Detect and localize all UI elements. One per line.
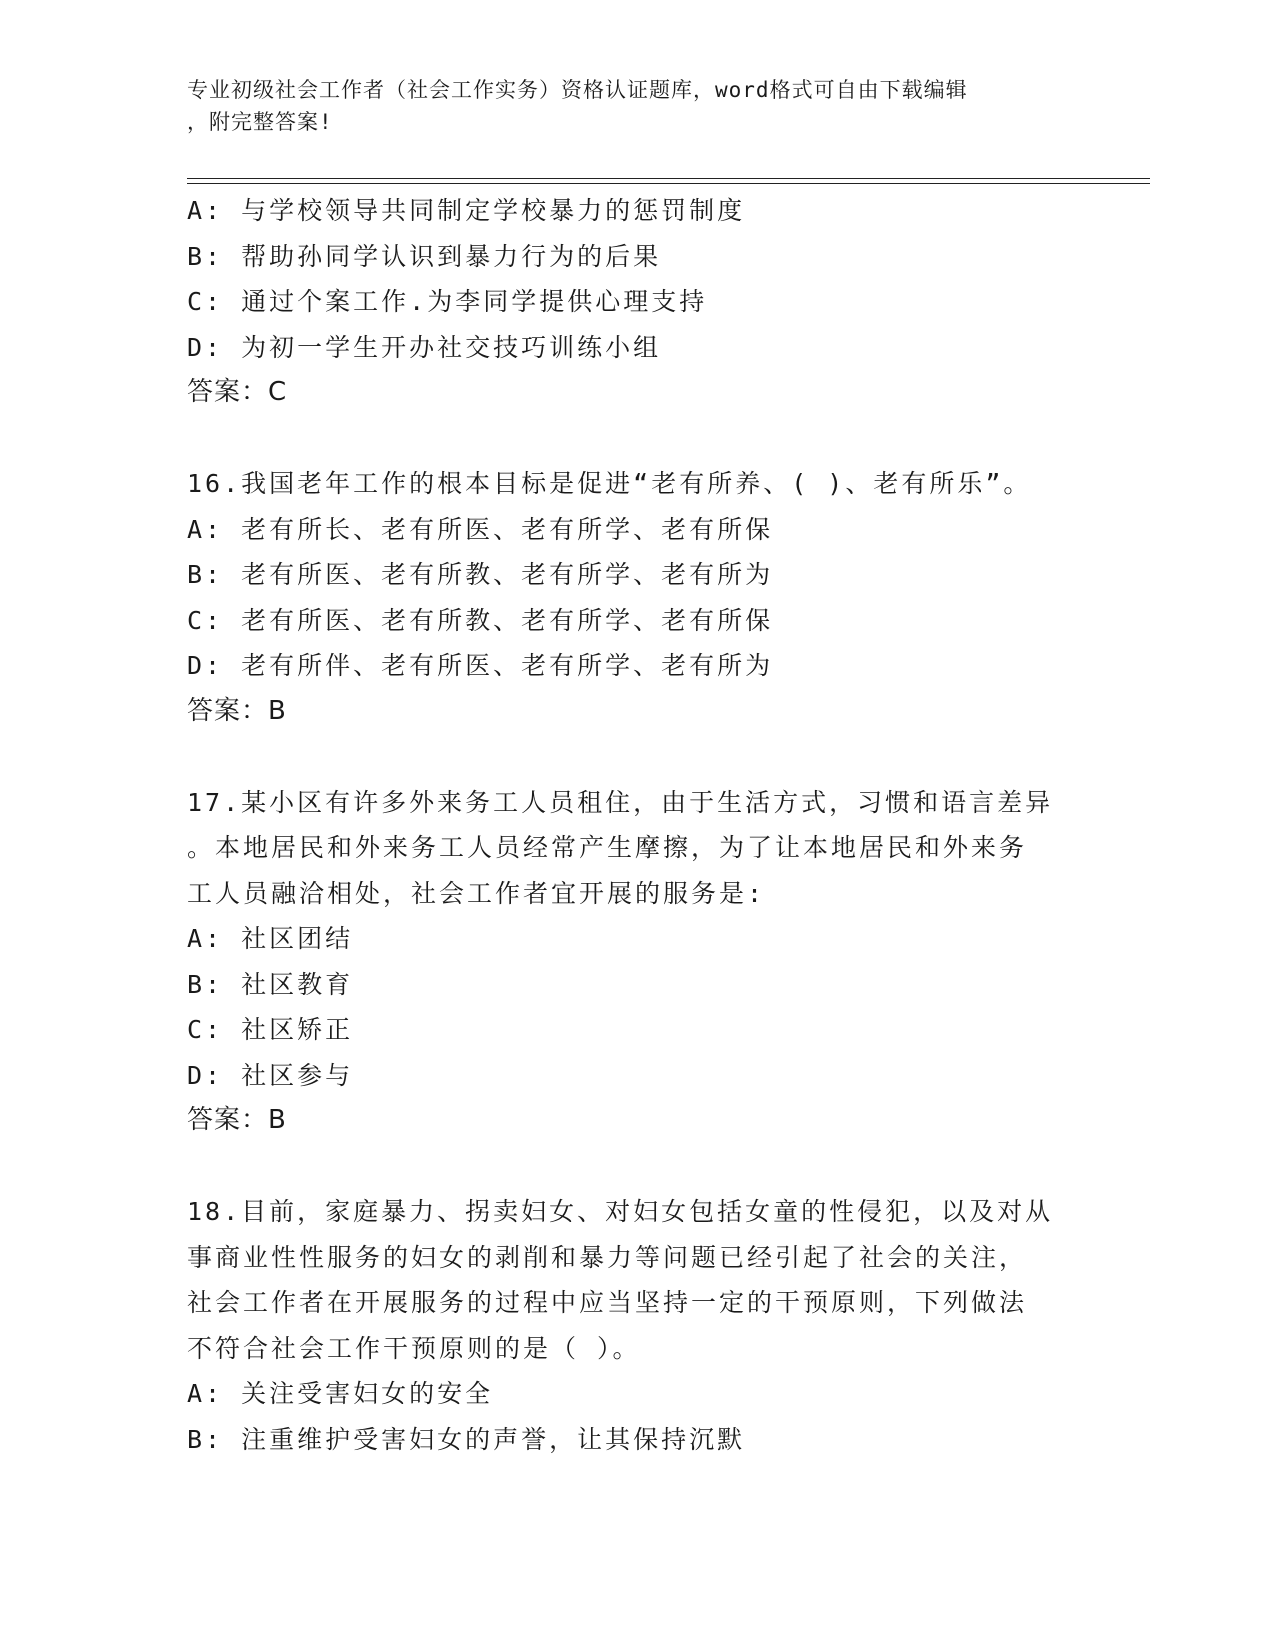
answer: 答案：B: [187, 695, 287, 726]
question-list: [187, 188, 1087, 1462]
question-18: [187, 1189, 1087, 1462]
option-b: B: 老有所医、老有所教、老有所学、老有所为: [187, 560, 774, 589]
question-15: [187, 188, 1087, 416]
option-a: A: 与学校领导共同制定学校暴力的惩罚制度: [187, 196, 746, 225]
question-stem: 17.某小区有许多外来务工人员租住，由于生活方式，习惯和语言差异: [187, 787, 1054, 817]
header-line-2: ，附完整答案!: [187, 110, 333, 134]
header-rule-top: [187, 178, 1150, 179]
question-stem: 不符合社会工作干预原则的是（ ）。: [187, 1333, 641, 1363]
option-b: B: 帮助孙同学认识到暴力行为的后果: [187, 241, 662, 271]
question-stem: 16.我国老年工作的根本目标是促进“老有所养、( )、老有所乐”。: [187, 469, 1032, 498]
answer: 答案：B: [187, 1105, 287, 1135]
question-stem: 工人员融洽相处，社会工作者宜开展的服务是:: [187, 878, 766, 908]
option-b: B: 注重维护受害妇女的声誉，让其保持沉默: [187, 1424, 746, 1454]
question-16: [187, 461, 1087, 734]
answer: 答案：C: [187, 377, 288, 407]
option-a: A: 老有所长、老有所医、老有所学、老有所保: [187, 514, 774, 544]
option-b: B: 社区教育: [187, 969, 354, 999]
question-stem: 社会工作者在开展服务的过程中应当坚持一定的干预原则，下列做法: [187, 1288, 1028, 1317]
option-a: A: 社区团结: [187, 924, 354, 953]
question-stem: 18.目前，家庭暴力、拐卖妇女、对妇女包括女童的性侵犯，以及对从: [187, 1197, 1054, 1226]
question-17: [187, 780, 1087, 1144]
option-d: D: 为初一学生开办社交技巧训练小组: [187, 332, 662, 362]
option-a: A: 关注受害妇女的安全: [187, 1379, 494, 1408]
question-stem: 事商业性性服务的妇女的剥削和暴力等问题已经引起了社会的关注，: [187, 1242, 1028, 1272]
option-d: D: 社区参与: [187, 1060, 354, 1090]
option-c: C: 通过个案工作.为李同学提供心理支持: [187, 287, 708, 316]
header-line-1: 专业初级社会工作者（社会工作实务）资格认证题库，word格式可自由下载编辑: [187, 78, 968, 102]
document-header: [187, 74, 1067, 138]
option-c: C: 社区矫正: [187, 1015, 354, 1044]
option-d: D: 老有所伴、老有所医、老有所学、老有所为: [187, 651, 774, 680]
header-rule-bottom: [187, 183, 1150, 184]
question-stem: 。本地居民和外来务工人员经常产生摩擦，为了让本地居民和外来务: [187, 833, 1028, 862]
option-c: C: 老有所医、老有所教、老有所学、老有所保: [187, 605, 774, 635]
